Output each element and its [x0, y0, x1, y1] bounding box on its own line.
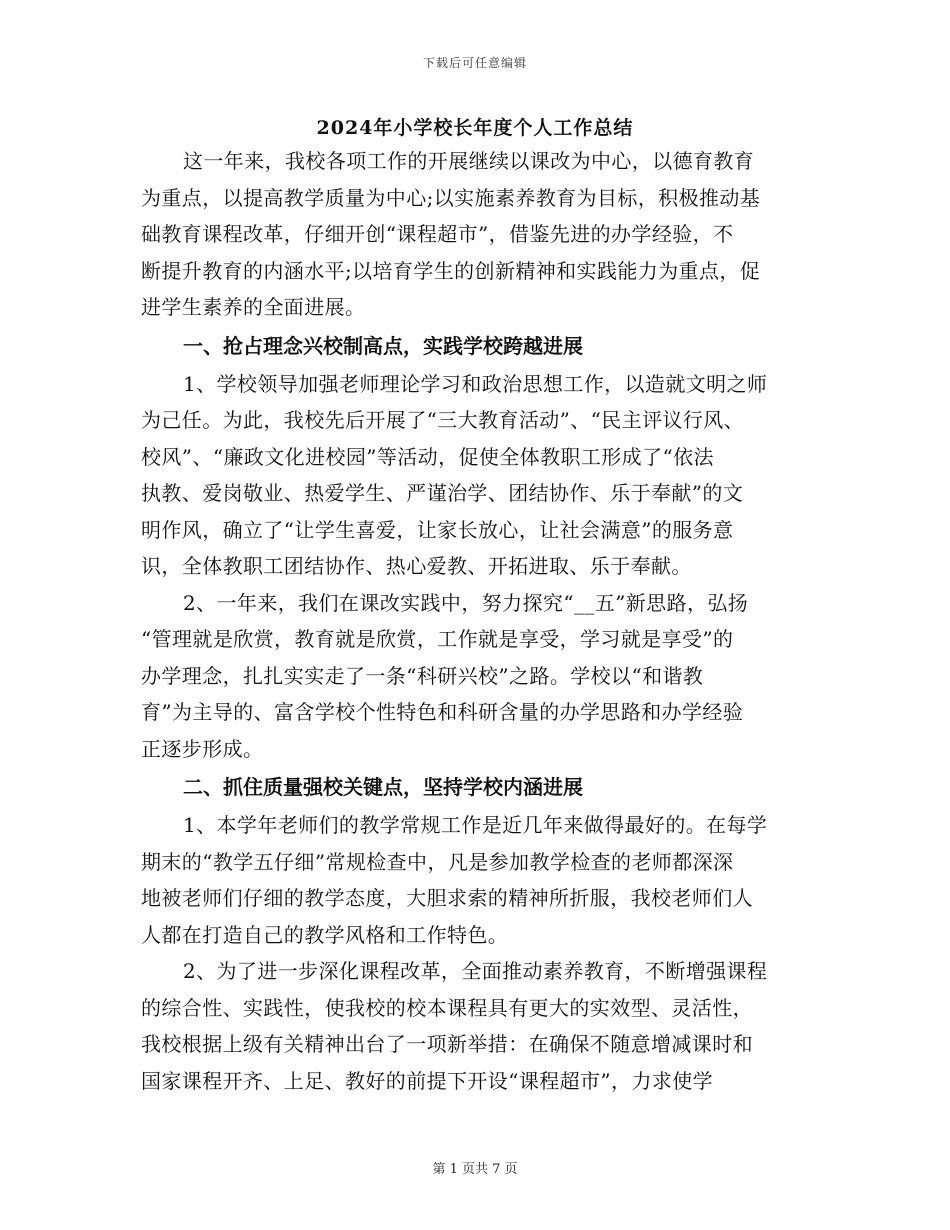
text-line: 国家课程开齐、上足、教好的前提下开设“课程超市”，力求使学 [141, 1068, 714, 1093]
text-line: 办学理念，扎扎实实走了一条“科研兴校”之路。学校以“和谐教 [141, 663, 704, 688]
text-line: 育”为主导的、富含学校个性特色和科研含量的办学思路和办学经验 [141, 700, 744, 724]
text-line: 这一年来，我校各项工作的开展继续以课改为中心，以德育教育 [183, 149, 755, 173]
text-line: 正逐步形成。 [141, 736, 264, 761]
text-line: 执教、爱岗敬业、热爱学生、严谨治学、团结协作、乐于奉献”的文 [141, 481, 744, 505]
page-footer: 第 1 页共 7 页 [432, 1162, 518, 1177]
section1-paragraph-2 [141, 585, 806, 768]
text-line: 我校根据上级有关精神出台了一项新举措：在确保不随意增减课时和 [141, 1032, 753, 1056]
text-line: 1、本学年老师们的教学常规工作是近几年来做得最好的。在每学 [183, 813, 768, 837]
document-body [141, 143, 806, 1099]
text-line: 识，全体教职工团结协作、热心爱教、开拓进取、乐于奉献。 [141, 554, 692, 578]
section2-paragraph-1 [141, 807, 806, 953]
header-note: 下载后可任意编辑 [422, 56, 527, 70]
text-line: 为己任。为此，我校先后开展了“三大教育活动”、“民主评议行风、 [141, 408, 745, 432]
text-line: 为重点，以提高教学质量为中心;以实施素养教育为目标，积极推动基 [141, 185, 761, 210]
text-line: 础教育课程改革，仔细开创“课程超市”，借鉴先进的办学经验，不 [141, 222, 734, 246]
section-heading-1: 一、抢占理念兴校制高点，实践学校跨越进展 [183, 333, 583, 358]
text-line: 2、为了进一步深化课程改革，全面推动素养教育，不断增强课程 [183, 959, 768, 983]
section-heading-2: 二、抓住质量强校关键点，坚持学校内涵进展 [183, 775, 583, 799]
text-line: 地被老师们仔细的教学态度，大胆求索的精神所折服，我校老师们人 [141, 886, 753, 910]
section2-paragraph-2 [141, 953, 806, 1099]
text-line: 的综合性、实践性，使我校的校本课程具有更大的实效型、灵活性， [141, 995, 753, 1020]
text-line: 1、学校领导加强老师理论学习和政治思想工作，以造就文明之师 [183, 371, 768, 396]
document-title: 2024年小学校长年度个人工作总结 [316, 117, 634, 139]
text-line: “管理就是欣赏，教育就是欣赏，工作就是享受，学习就是享受”的 [141, 627, 734, 651]
text-line: 校风”、“廉政文化进校园”等活动，促使全体教职工形成了“依法 [141, 444, 714, 469]
text-line: 进学生素养的全面进展。 [141, 295, 366, 319]
text-line: 断提升教育的内涵水平;以培育学生的创新精神和实践能力为重点，促 [141, 258, 761, 283]
text-line: 明作风，确立了“让学生喜爱，让家长放心，让社会满意”的服务意 [141, 517, 734, 542]
section1-paragraph-1 [141, 366, 806, 585]
text-line: 2、一年来，我们在课改实践中，努力探究“__五”新思路，弘扬 [183, 590, 749, 615]
text-line: 期末的“教学五仔细”常规检查中，凡是参加教学检查的老师都深深 [141, 849, 734, 874]
intro-paragraph [141, 143, 806, 326]
text-line: 人都在打造自己的教学风格和工作特色。 [141, 922, 509, 947]
